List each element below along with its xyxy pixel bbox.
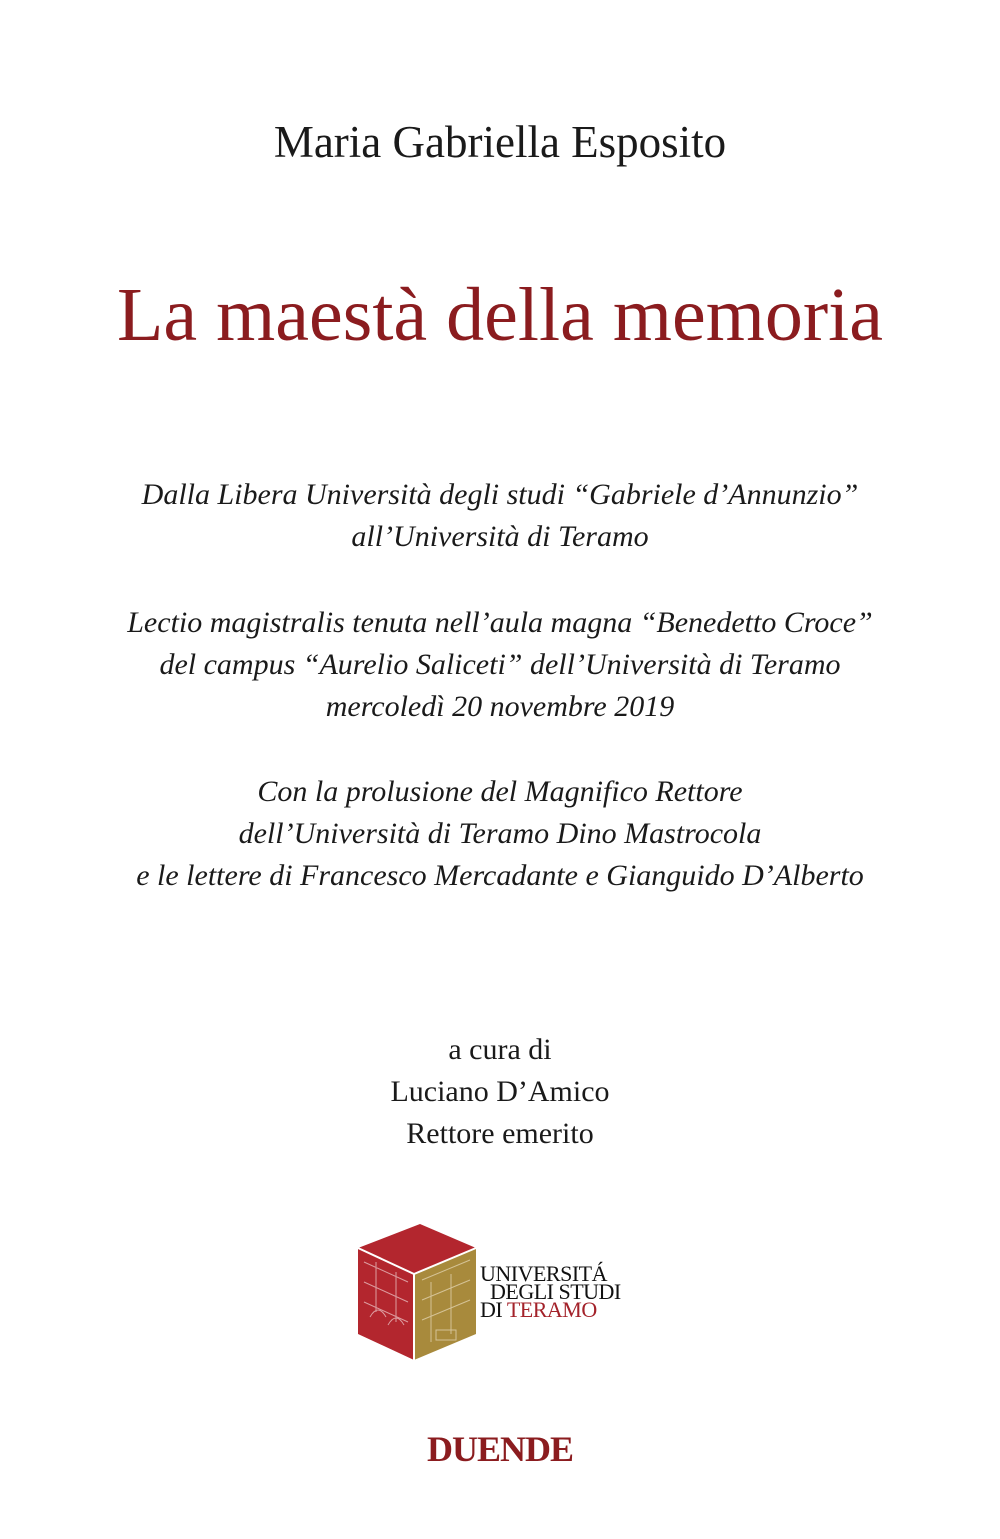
subtitle-block-lectio [0, 602, 1000, 728]
logo-line: UNIVERSITÁ [480, 1261, 607, 1286]
subtitle-line: all’Università di Teramo [351, 520, 649, 553]
editor-block [0, 1029, 1000, 1155]
university-logo [356, 1222, 646, 1362]
subtitle-line: Dalla Libera Università degli studi “Gabriele d’Annunzio” [141, 478, 859, 511]
university-logo-text [480, 1261, 621, 1322]
subtitle-line: Con la prolusione del Magnifico Rettore [257, 775, 743, 808]
publisher-logo: DUENDE [426, 1429, 573, 1469]
editor-label: a cura di [448, 1033, 552, 1066]
subtitle-block-contributors [0, 771, 1000, 897]
editor-name: Luciano D’Amico [390, 1075, 610, 1108]
university-cube-icon [356, 1222, 478, 1362]
logo-line: DEGLI STUDI [490, 1279, 621, 1304]
author-name: Maria Gabriella Esposito [273, 117, 727, 167]
subtitle-line: del campus “Aurelio Saliceti” dell’Università di Teramo [159, 648, 841, 681]
subtitle-line: dell’Università di Teramo Dino Mastrocola [238, 817, 762, 850]
logo-word: TERAMO [506, 1297, 597, 1322]
book-title: La maestà della memoria [117, 273, 883, 357]
subtitle-line: mercoledì 20 novembre 2019 [325, 690, 675, 723]
subtitle-block-origin [0, 474, 1000, 558]
editor-role: Rettore emerito [406, 1117, 594, 1150]
subtitle-line: Lectio magistralis tenuta nell’aula magna “Benedetto Croce” [127, 606, 873, 639]
logo-word: DI [480, 1297, 503, 1322]
subtitle-line: e le lettere di Francesco Mercadante e Gianguido D’Alberto [136, 859, 864, 892]
